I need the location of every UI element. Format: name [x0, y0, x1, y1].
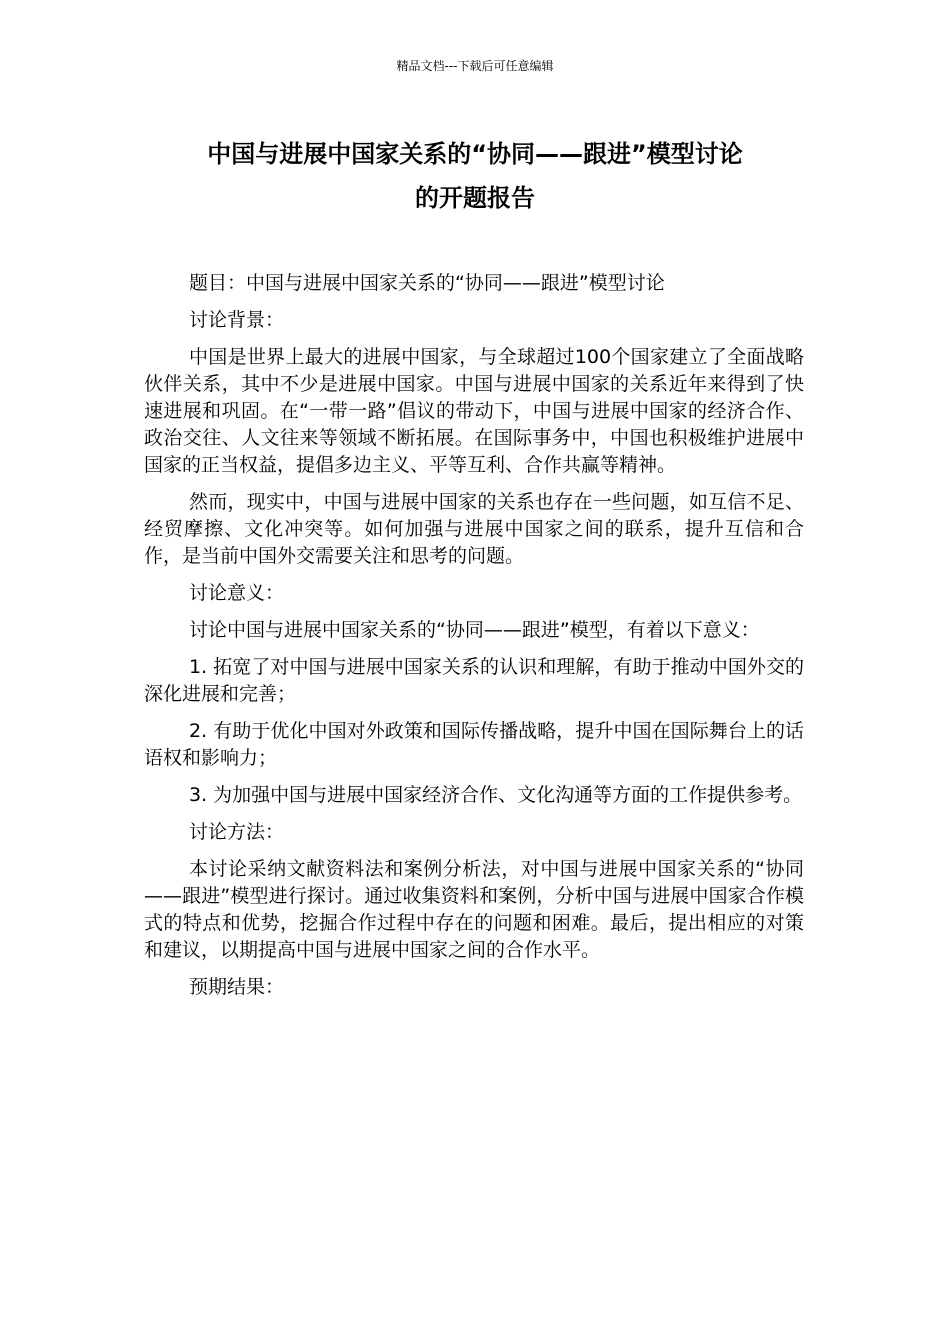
paragraph-method: 本讨论采纳文献资料法和案例分析法，对中国与进展中国家关系的“协同——跟进”模型进行探讨。通过收集资料和案例，分析中国与进展中国家合作模式的特点和优势，挖掘合作过程中存在的问题和困难。最后，提出相应的对策和建议，以期提高中国与进展中国家之间的合作水平。 [144, 858, 804, 961]
page-header: 精品文档---下载后可任意编辑 [396, 59, 554, 73]
list-item-2: 2. 有助于优化中国对外政策和国际传播战略，提升中国在国际舞台上的话语权和影响力； [144, 720, 804, 769]
section-heading-background: 讨论背景： [189, 309, 285, 331]
title-line-1: 中国与进展中国家关系的“协同——跟进”模型讨论 [207, 140, 743, 168]
topic-line: 题目：中国与进展中国家关系的“协同——跟进”模型讨论 [189, 272, 665, 294]
paragraph-significance-intro: 讨论中国与进展中国家关系的“协同——跟进”模型，有着以下意义： [189, 619, 760, 641]
section-heading-method: 讨论方法： [189, 821, 285, 843]
section-heading-expected-results: 预期结果： [189, 976, 285, 998]
section-heading-significance: 讨论意义： [189, 582, 285, 604]
paragraph-background-2: 然而，现实中，中国与进展中国家的关系也存在一些问题，如互信不足、经贸摩擦、文化冲突等。如何加强与进展中国家之间的联系，提升互信和合作，是当前中国外交需要关注和思考的问题。 [144, 491, 804, 567]
list-item-3: 3. 为加强中国与进展中国家经济合作、文化沟通等方面的工作提供参考。 [189, 784, 803, 806]
title-line-2: 的开题报告 [415, 184, 535, 212]
list-item-1: 1. 拓宽了对中国与进展中国家关系的认识和理解，有助于推动中国外交的深化进展和完善； [144, 656, 804, 705]
document-title [120, 132, 830, 220]
document-body [144, 270, 804, 1011]
paragraph-background-1: 中国是世界上最大的进展中国家，与全球超过100个国家建立了全面战略伙伴关系，其中不少是进展中国家。中国与进展中国家的关系近年来得到了快速进展和巩固。在“一带一路”倡议的带动下，中国与进展中国家的经济合作、政治交往、人文往来等领域不断拓展。在国际事务中，中国也积极维护进展中国家的正当权益，提倡多边主义、平等互利、合作共赢等精神。 [144, 346, 804, 476]
